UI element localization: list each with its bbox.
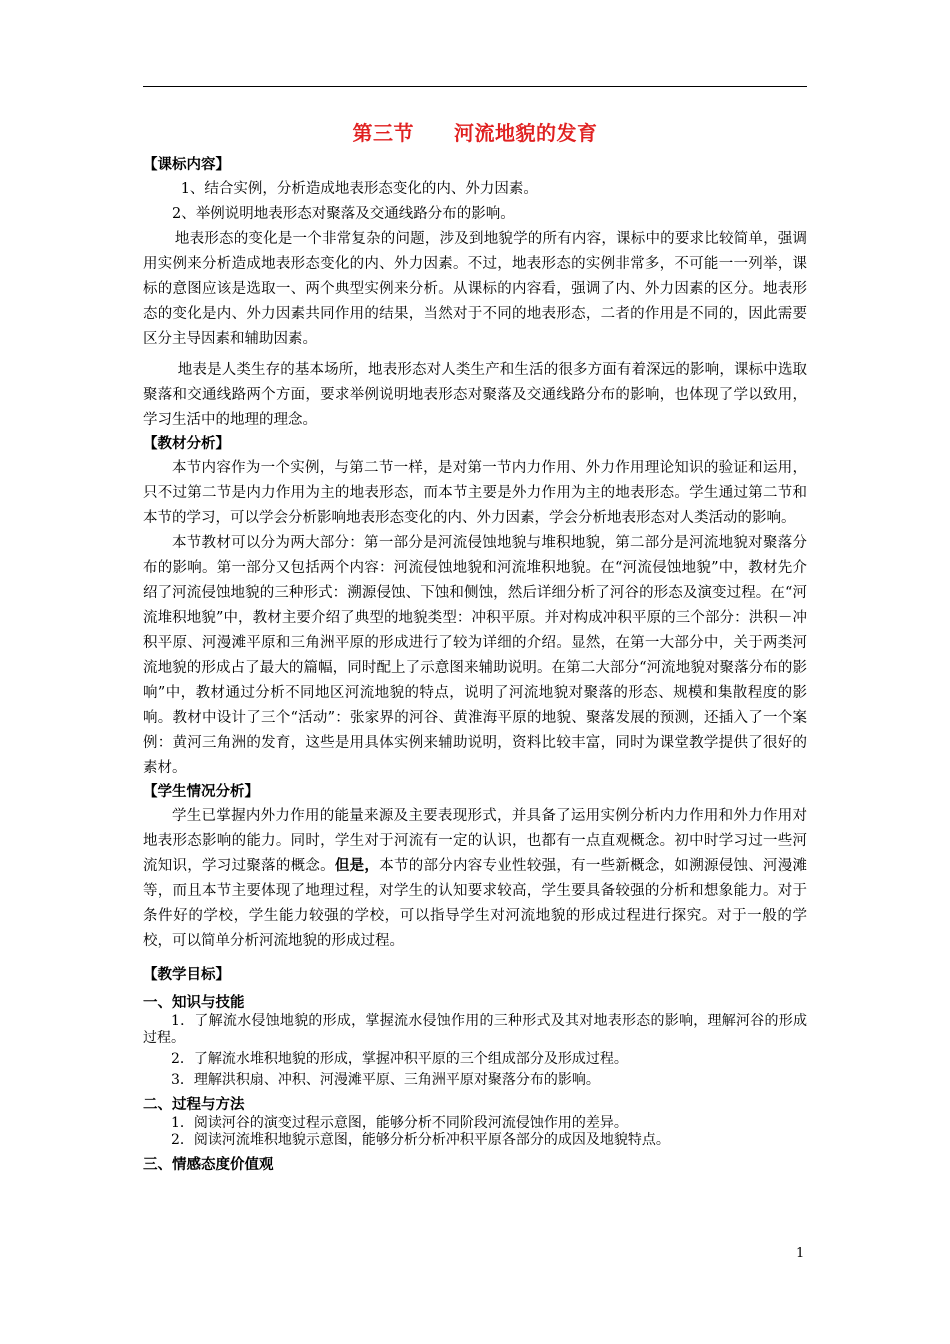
curriculum-heading: 【课标内容】	[143, 157, 230, 173]
knowledge-item: 2．了解流水堆积地貌的形成，掌握冲积平原的三个组成部分及形成过程。	[171, 1051, 628, 1067]
curriculum-item: 2、举例说明地表形态对聚落及交通线路分布的影响。	[172, 206, 515, 222]
students-text-after: 本节的部分内容专业性较强，有一些新概念，如溯源侵蚀、河漫滩等，而且本节主要体现了地理过程，对学生的认知要求较高，学生要具备较强的分析和想象能力。对于条件好的学校，学生能力较强的学校，可以指导学生对河流地貌的形成过程进行探究。对于一般的学校，可以简单分析河流地貌的形成过程。	[143, 858, 808, 949]
knowledge-item: 1．了解流水侵蚀地貌的形成，掌握流水侵蚀作用的三种形式及其对地表形态的影响，理解河谷的形成过程。	[143, 1013, 807, 1046]
header-rule	[143, 86, 807, 87]
textbook-paragraph: 本节内容作为一个实例，与第二节一样，是对第一节内力作用、外力作用理论知识的验证和运用，只不过第二节是内力作用为主的地表形态，而本节主要是外力作用为主的地表形态。学生通过第二节和本节的学习，可以学会分析影响地表形态变化的内、外力因素，学会分析地表形态对人类活动的影响。	[143, 460, 807, 526]
curriculum-item: 1、结合实例，分析造成地表形态变化的内、外力因素。	[180, 181, 538, 197]
process-item: 1．阅读河谷的演变过程示意图，能够分析不同阶段河流侵蚀作用的差异。	[171, 1115, 628, 1131]
curriculum-paragraph: 地表形态的变化是一个非常复杂的问题，涉及到地貌学的所有内容，课标中的要求比较简单，强调用实例来分析造成地表形态变化的内、外力因素。不过，地表形态的实例非常多，不可能一一列举，课标的意图应该是选取一、两个典型实例来分析。从课标的内容看，强调了内、外力因素的区分。地表形态的变化是内、外力因素共同作用的结果，当然对于不同的地表形态，二者的作用是不同的，因此需要区分主导因素和辅助因素。	[143, 231, 807, 347]
goals-heading: 【教学目标】	[143, 967, 230, 983]
attitude-heading: 三、情感态度价值观	[143, 1157, 274, 1173]
students-paragraph	[143, 804, 807, 954]
students-text-before: 学生已掌握内外力作用的能量来源及主要表现形式，并具备了运用实例分析内力作用和外力作用对地表形态影响的能力。同时，学生对于河流有一定的认识，也都有一点直观概念。初中时学习过一些河流知识，学习过聚落的概念。	[143, 808, 807, 874]
section-number: 第三节	[352, 121, 414, 145]
knowledge-item: 3．理解洪积扇、冲积、河漫滩平原、三角洲平原对聚落分布的影响。	[171, 1072, 600, 1088]
document-body	[143, 118, 807, 1175]
document-title	[143, 118, 807, 148]
students-emphasis: 但是，	[334, 858, 380, 874]
page-number: 1	[796, 1246, 805, 1261]
textbook-paragraph: 本节教材可以分为两大部分：第一部分是河流侵蚀地貌与堆积地貌，第二部分是河流地貌对聚落分布的影响。第一部分又包括两个内容：河流侵蚀地貌和河流堆积地貌。在“河流侵蚀地貌”中，教材先介绍了河流侵蚀地貌的三种形式：溯源侵蚀、下蚀和侧蚀，然后详细分析了河谷的形态及演变过程。在“河流堆积地貌”中，教材主要介绍了典型的地貌类型：冲积平原。并对构成冲积平原的三个部分：洪积－冲积平原、河漫滩平原和三角洲平原的形成进行了较为详细的介绍。显然，在第一大部分中，关于两类河流地貌的形成占了最大的篇幅，同时配上了示意图来辅助说明。在第二大部分“河流地貌对聚落分布的影响”中，教材通过分析不同地区河流地貌的特点，说明了河流地貌对聚落的形态、规模和集散程度的影响。教材中设计了三个“活动”：张家界的河谷、黄淮海平原的地貌、聚落发展的预测，还插入了一个案例：黄河三角洲的发育，这些是用具体实例来辅助说明，资料比较丰富，同时为课堂教学提供了很好的素材。	[143, 535, 807, 776]
textbook-heading: 【教材分析】	[143, 436, 230, 452]
students-heading: 【学生情况分析】	[143, 784, 259, 800]
knowledge-heading: 一、知识与技能	[143, 995, 245, 1011]
process-item: 2．阅读河流堆积地貌示意图，能够分析分析冲积平原各部分的成因及地貌特点。	[171, 1132, 670, 1148]
process-heading: 二、过程与方法	[143, 1097, 245, 1113]
section-title: 河流地貌的发育	[454, 121, 598, 145]
curriculum-paragraph: 地表是人类生存的基本场所，地表形态对人类生产和生活的很多方面有着深远的影响，课标中选取聚落和交通线路两个方面，要求举例说明地表形态对聚落及交通线路分布的影响，也体现了学以致用，学习生活中的地理的理念。	[143, 362, 807, 428]
